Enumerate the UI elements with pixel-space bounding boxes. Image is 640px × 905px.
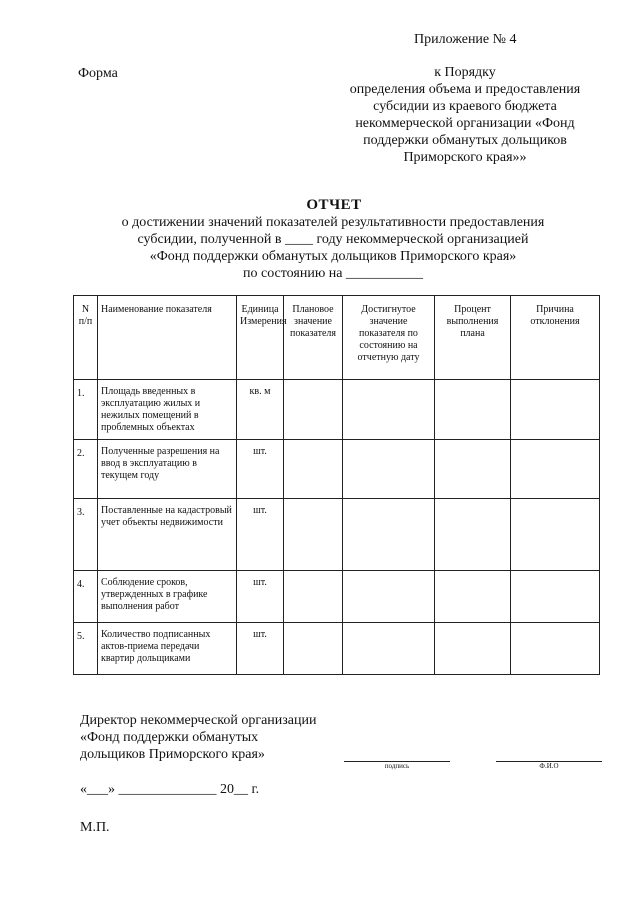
report-title: ОТЧЕТ	[306, 197, 362, 213]
date-line: «___» ______________ 20__ г.	[80, 782, 260, 797]
form-label: Форма	[78, 66, 118, 81]
signature-caption: подпись	[384, 762, 410, 770]
row-reason[interactable]	[511, 623, 600, 675]
row-number: 3.	[74, 499, 98, 571]
director-line: Директор некоммерческой организации	[80, 713, 317, 728]
order-reference	[300, 64, 630, 166]
row-number: 2.	[74, 440, 98, 499]
row-planned-value[interactable]	[284, 623, 343, 675]
order-ref-line: поддержки обманутых дольщиков	[363, 133, 567, 148]
report-subtitle-line: о достижении значений показателей результативности предоставления	[121, 215, 545, 230]
report-subtitle	[60, 214, 606, 282]
row-achieved-value[interactable]	[343, 380, 435, 440]
header-cell-number: N п/п	[74, 296, 98, 380]
row-unit: шт.	[237, 623, 284, 675]
appendix-number: Приложение № 4	[414, 32, 517, 47]
order-ref-line: Приморского края»»	[403, 150, 527, 165]
full-name-caption: Ф.И.О	[539, 762, 559, 770]
table-row	[74, 440, 600, 499]
row-indicator-name: Количество подписанных актов-приема передачи квартир дольщиками	[98, 623, 237, 675]
order-ref-line: некоммерческой организации «Фонд	[355, 116, 575, 131]
signature-field[interactable]	[344, 761, 450, 770]
director-signature-block	[80, 712, 316, 763]
director-line: «Фонд поддержки обманутых	[80, 730, 259, 745]
table-row	[74, 571, 600, 623]
row-number: 5.	[74, 623, 98, 675]
row-percent[interactable]	[435, 380, 511, 440]
order-ref-line: к Порядку	[434, 65, 496, 80]
row-reason[interactable]	[511, 499, 600, 571]
row-indicator-name: Поставленные на кадастровый учет объекты недвижимости	[98, 499, 237, 571]
header-cell-reason: Причина отклонения	[511, 296, 600, 380]
header-cell-unit: Единица Измерения	[237, 296, 284, 380]
row-unit: кв. м	[237, 380, 284, 440]
row-indicator-name: Соблюдение сроков, утвержденных в графике выполнения работ	[98, 571, 237, 623]
row-number: 4.	[74, 571, 98, 623]
order-ref-line: субсидии из краевого бюджета	[373, 99, 557, 114]
row-indicator-name: Площадь введенных в эксплуатацию жилых и нежилых помещений в проблемных объектах	[98, 380, 237, 440]
row-percent[interactable]	[435, 499, 511, 571]
row-unit: шт.	[237, 571, 284, 623]
stamp-place: М.П.	[80, 820, 110, 835]
header-cell-name: Наименование показателя	[98, 296, 237, 380]
row-reason[interactable]	[511, 440, 600, 499]
row-planned-value[interactable]	[284, 440, 343, 499]
report-subtitle-line: «Фонд поддержки обманутых дольщиков Приморского края»	[149, 249, 517, 264]
report-subtitle-line: субсидии, полученной в ____ году некоммерческой организацией	[137, 232, 529, 247]
row-reason[interactable]	[511, 571, 600, 623]
row-achieved-value[interactable]	[343, 440, 435, 499]
row-reason[interactable]	[511, 380, 600, 440]
table-row	[74, 623, 600, 675]
row-unit: шт.	[237, 440, 284, 499]
director-line: дольщиков Приморского края»	[80, 747, 265, 762]
full-name-field[interactable]	[496, 761, 602, 770]
row-indicator-name: Полученные разрешения на ввод в эксплуатацию в текущем году	[98, 440, 237, 499]
row-achieved-value[interactable]	[343, 571, 435, 623]
row-achieved-value[interactable]	[343, 499, 435, 571]
row-unit: шт.	[237, 499, 284, 571]
row-percent[interactable]	[435, 623, 511, 675]
header-cell-percent: Процент выполнения плана	[435, 296, 511, 380]
table-row	[74, 380, 600, 440]
header-cell-achieved: Достигнутое значение показателя по состоянию на отчетную дату	[343, 296, 435, 380]
order-ref-line: определения объема и предоставления	[349, 82, 581, 97]
report-subtitle-line: по состоянию на ___________	[242, 266, 424, 281]
table-header-row	[74, 296, 600, 380]
row-percent[interactable]	[435, 571, 511, 623]
row-planned-value[interactable]	[284, 380, 343, 440]
row-number: 1.	[74, 380, 98, 440]
indicators-table	[73, 295, 600, 675]
table-row	[74, 499, 600, 571]
header-cell-planned: Плановое значение показателя	[284, 296, 343, 380]
row-percent[interactable]	[435, 440, 511, 499]
row-achieved-value[interactable]	[343, 623, 435, 675]
row-planned-value[interactable]	[284, 499, 343, 571]
row-planned-value[interactable]	[284, 571, 343, 623]
